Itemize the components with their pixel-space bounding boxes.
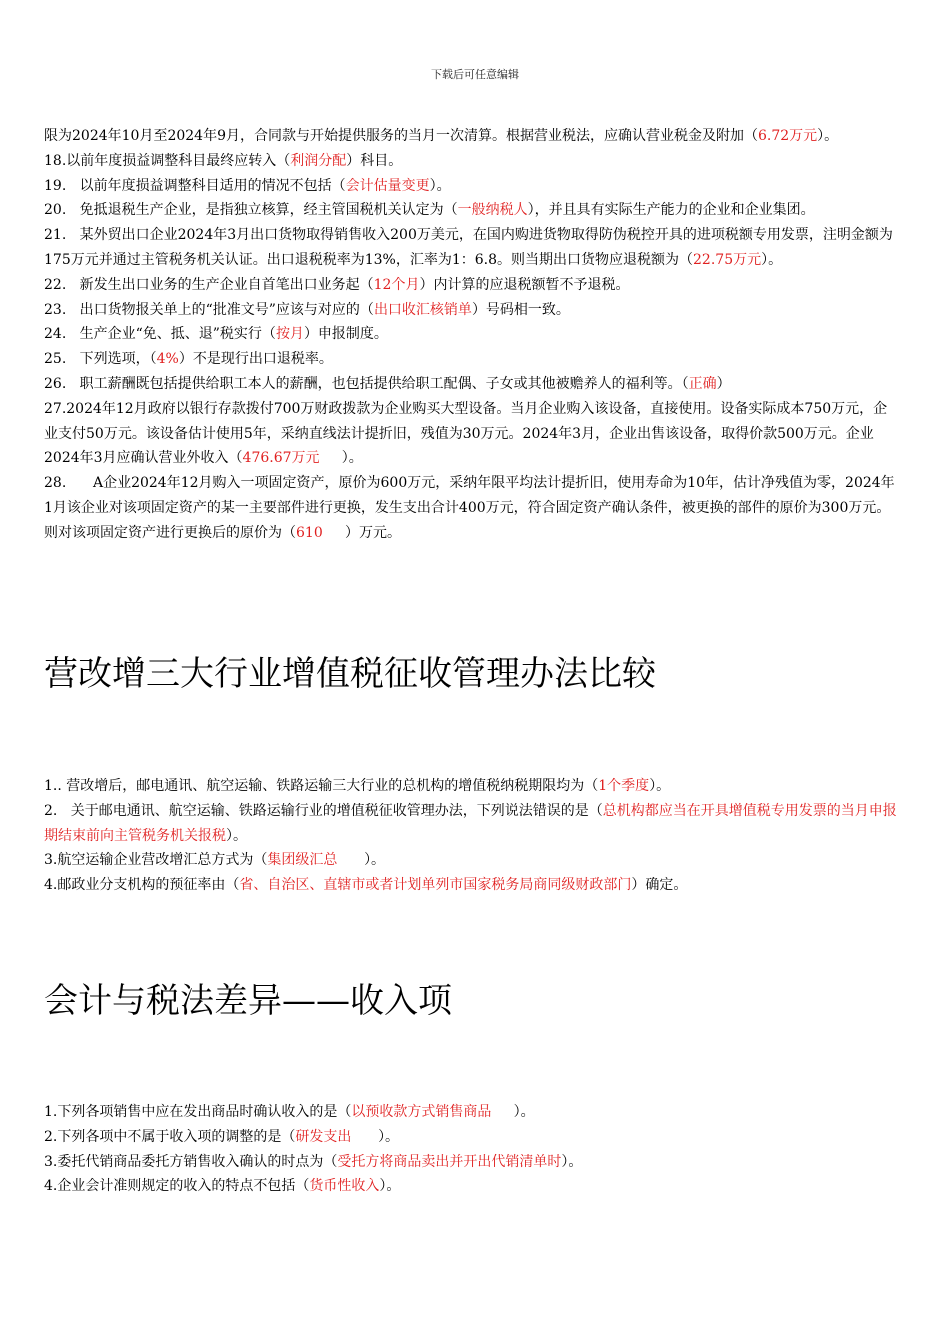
question-item — [44, 848, 900, 873]
answer-text: 集团级汇总 — [267, 852, 365, 869]
question-item — [44, 471, 900, 545]
question-item — [44, 799, 900, 849]
answer-text: 1个季度 — [598, 778, 650, 794]
answer-text: 以预收款方式销售商品 — [351, 1104, 514, 1120]
question-text: ）。 — [561, 1153, 583, 1170]
answer-text: 610 — [296, 524, 345, 541]
question-text: ）。 — [513, 1104, 535, 1120]
question-text: 21. 某外贸出口企业2024年3月出口货物取得销售收入200万美元，在国内购进货物取得防伪税控开具的进项税额专用发票，注明金额为175万元并通过主管税务机关认证。出口退税税率为13%，汇率为1：6.8。则当期出口货物应退税额为（ — [44, 227, 893, 268]
answer-text: 476.67万元 — [242, 450, 342, 467]
section-heading-vat: 营改增三大行业增值税征收管理办法比较 — [44, 654, 656, 694]
question-text: ）科目。 — [346, 152, 403, 169]
question-text: ）。 — [817, 128, 839, 144]
question-text: 26. 职工薪酬既包括提供给职工本人的薪酬，也包括提供给职工配偶、子女或其他被赡养人的福利等。（ — [44, 375, 689, 392]
answer-text: 研发支出 — [295, 1128, 379, 1145]
question-text: ）。 — [341, 450, 363, 467]
answer-text: 总机构都应当在开具增值税专用发票的当月申报期结束前向主管税务机关报税 — [44, 802, 897, 844]
question-text: 2. 关于邮电通讯、航空运输、铁路运输行业的增值税征收管理办法，下列说法错误的是（ — [44, 802, 603, 819]
question-text: ）内计算的应退税额暂不予退税。 — [419, 276, 630, 293]
page-header: 下载后可任意编辑 — [431, 68, 519, 81]
question-text: 2.下列各项中不属于收入项的调整的是（ — [44, 1128, 296, 1145]
question-text: ）确定。 — [631, 877, 688, 894]
answer-text: 正确 — [688, 375, 717, 392]
question-text: ）。 — [429, 177, 451, 194]
answer-text: 按月 — [275, 326, 304, 343]
question-item — [44, 1174, 900, 1199]
question-text: ） — [716, 375, 731, 392]
question-text: 3.委托代销商品委托方销售收入确认的时点为（ — [44, 1153, 338, 1170]
question-text: 27.2024年12月政府以银行存款拨付700万财政拨款为企业购买大型设备。当月企业购入该设备，直接使用。设备实际成本750万元，企业支付50万元。该设备估计使用5年，采纳直线法计提折旧，残值为30万元。2024年3月，企业出售该设备，取得价款500万元。企业2024年3月应确认营业外收入（ — [44, 400, 888, 467]
question-item — [44, 174, 900, 199]
answer-text: 会计估量变更 — [345, 177, 430, 194]
question-text: ）。 — [649, 778, 671, 794]
question-block-vat — [44, 774, 900, 898]
answer-text: 出口收汇核销单 — [373, 301, 472, 318]
question-text: 25. 下列选项，（ — [44, 351, 157, 368]
question-text: ）。 — [226, 827, 247, 844]
question-text: 18.以前年度损益调整科目最终应转入（ — [44, 152, 291, 169]
question-text: ）申报制度。 — [303, 326, 388, 343]
answer-text: 4% — [156, 351, 179, 368]
question-item — [44, 397, 900, 471]
answer-text: 受托方将商品卖出并开出代销清单时 — [337, 1153, 562, 1170]
question-text: 20. 免抵退税生产企业，是指独立核算，经主管国税机关认定为（ — [44, 202, 458, 219]
question-text: ）。 — [761, 251, 783, 268]
question-text: ）号码相一致。 — [471, 301, 570, 318]
question-block-tax — [44, 124, 900, 546]
question-item — [44, 198, 900, 223]
answer-text: 货币性收入 — [309, 1178, 380, 1195]
question-item — [44, 873, 900, 898]
question-block-revenue — [44, 1100, 900, 1199]
question-text: ）万元。 — [344, 524, 401, 541]
question-text: ）。 — [379, 1178, 401, 1195]
question-item — [44, 1125, 900, 1150]
question-item — [44, 372, 900, 397]
question-item — [44, 322, 900, 347]
question-text: ）。 — [364, 852, 386, 869]
answer-text: 22.75万元 — [693, 251, 762, 268]
question-text: ）。 — [378, 1128, 400, 1145]
section-heading-revenue: 会计与税法差异——收入项 — [44, 981, 452, 1021]
question-item — [44, 149, 900, 174]
answer-text: 利润分配 — [290, 152, 347, 169]
question-text: 24. 生产企业“免、抵、退”税实行（ — [44, 326, 276, 343]
question-text: 23. 出口货物报关单上的“批准文号”应该与对应的（ — [44, 301, 374, 318]
answer-text: 12个月 — [373, 276, 420, 293]
answer-text: 6.72万元 — [757, 128, 818, 144]
question-text: 22. 新发生出口业务的生产企业自首笔出口业务起（ — [44, 276, 374, 293]
question-text: 4.邮政业分支机构的预征率由（ — [44, 877, 240, 894]
question-item — [44, 223, 900, 273]
question-item — [44, 1100, 900, 1125]
question-item — [44, 347, 900, 372]
question-text: 1.下列各项销售中应在发出商品时确认收入的是（ — [44, 1104, 352, 1120]
question-item — [44, 1150, 900, 1175]
question-item — [44, 124, 900, 149]
question-text: 3.航空运输企业营改增汇总方式为（ — [44, 852, 268, 869]
question-text: ）不是现行出口退税率。 — [178, 351, 333, 368]
question-text: 28. A企业2024年12月购入一项固定资产，原价为600万元，采纳年限平均法计提折旧，使用寿命为10年，估计净残值为零，2024年1月该企业对该项固定资产的某一主要部件进行更换，发生支出合计400万元，符合固定资产确认条件，被更换的部件的原价为300万元。则对该项固定资产进行更换后的原价为（ — [44, 475, 895, 541]
question-text: 4.企业会计准则规定的收入的特点不包括（ — [44, 1178, 310, 1195]
answer-text: 省、自治区、直辖市或者计划单列市国家税务局商同级财政部门 — [239, 877, 632, 894]
answer-text: 一般纳税人 — [457, 202, 528, 219]
question-item — [44, 273, 900, 298]
question-text: 19. 以前年度损益调整科目适用的情况不包括（ — [44, 177, 346, 194]
question-text: ），并且具有实际生产能力的企业和企业集团。 — [527, 202, 815, 219]
question-item — [44, 298, 900, 323]
question-text: 限为2024年10月至2024年9月，合同款与开始提供服务的当月一次清算。根据营业税法，应确认营业税金及附加（ — [44, 128, 758, 144]
question-text: 1.. 营改增后，邮电通讯、航空运输、铁路运输三大行业的总机构的增值税纳税期限均为（ — [44, 778, 599, 794]
question-item — [44, 774, 900, 799]
